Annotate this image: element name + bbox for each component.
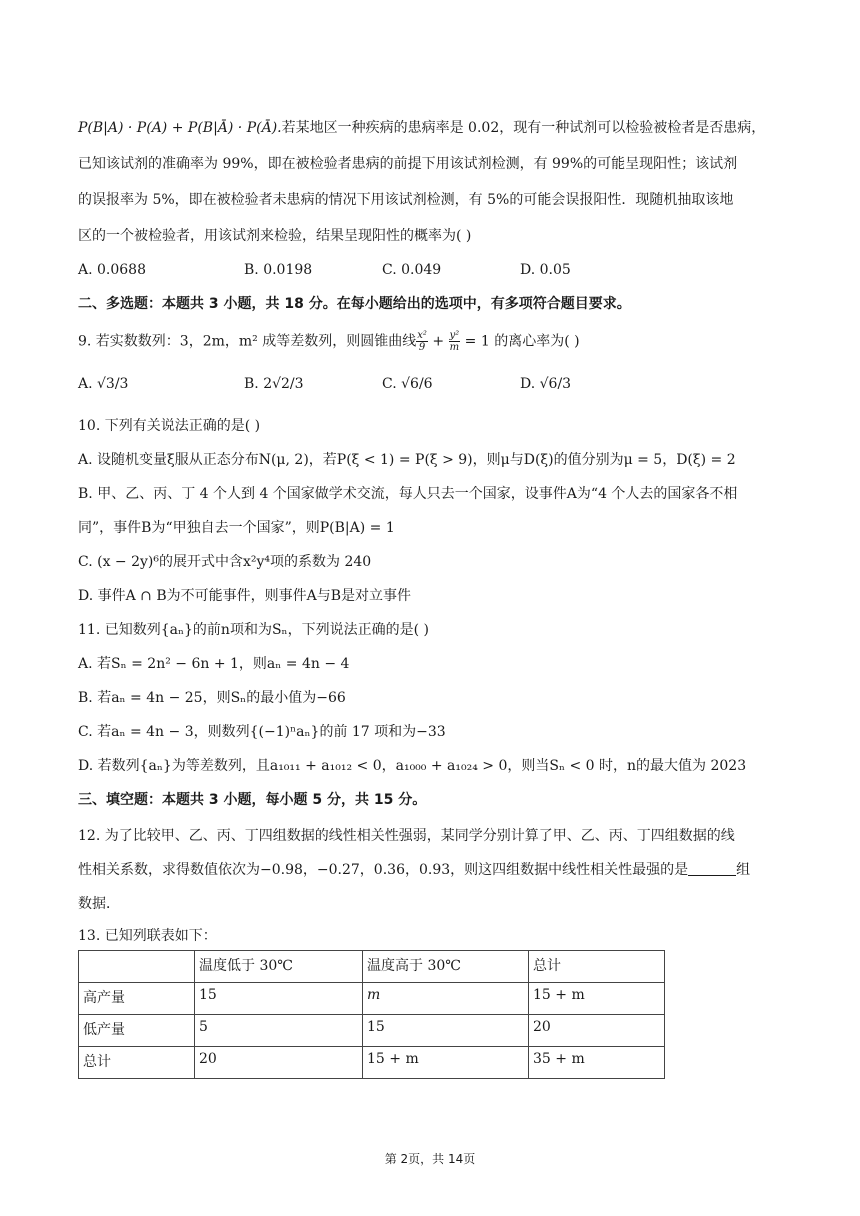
q8-line-4: 区的一个被检验者，用该试剂来检验，结果呈现阳性的概率为( ) — [78, 228, 472, 244]
q12-line-1: 12. 为了比较甲、乙、丙、丁四组数据的线性相关性强弱，某同学分别计算了甲、乙、丙、丁四组数据的线 — [78, 828, 735, 844]
q9-stem-b: = 1 的离心率为( ) — [460, 333, 580, 350]
q8-line-3: 的误报率为 5%，即在被检验者未患病的情况下用该试剂检测，有 5%的可能会误报阳性．现随机抽取该地 — [78, 192, 734, 208]
fraction-x2-over-9: $\frac{\text{x²}}{9}$ — [417, 330, 427, 353]
table-cell: 温度高于 30℃ — [363, 951, 529, 983]
table-cell: 5 — [195, 1015, 363, 1047]
q10-option-b-line-1[interactable]: B. 甲、乙、丙、丁 4 个人到 4 个国家做学术交流，每人只去一个国家，设事件A为“4 个人去的国家各不相 — [78, 486, 738, 502]
q9-option-a[interactable]: A. √3/3 — [78, 376, 129, 392]
table-cell: 温度低于 30℃ — [195, 951, 363, 983]
q13-stem: 13. 已知列联表如下： — [78, 928, 217, 944]
table-row — [79, 1015, 665, 1047]
table-cell — [79, 951, 195, 983]
q10-option-b-line-2[interactable]: 同”，事件B为“甲独自去一个国家”，则P(B|A) = 1 — [78, 520, 395, 536]
page-footer: 第 2页，共 14页 — [384, 1152, 476, 1166]
section-2-heading: 二、多选题：本题共 3 小题，共 18 分。在每小题给出的选项中，有多项符合题目要求。 — [78, 296, 631, 312]
q11-option-d[interactable]: D. 若数列{aₙ}为等差数列，且a₁₀₁₁ + a₁₀₁₂ < 0，a₁₀₀₀ + a₁₀₂₄ > 0，则当Sₙ < 0 时，n的最大值为 2023 — [78, 758, 747, 774]
q8-formula: P(B|A) · P(A) + P(B|Ā) · P(Ā). — [78, 120, 282, 136]
table-row — [79, 1047, 665, 1079]
q8-option-c[interactable]: C. 0.049 — [382, 262, 442, 278]
table-cell: 15 + m — [529, 983, 665, 1015]
q8-line-1-text: 若某地区一种疾病的患病率是 0.02，现有一种试剂可以检验被检者是否患病， — [281, 120, 766, 136]
q12-line-2-text: 性相关系数，求得数值依次为−0.98，−0.27，0.36，0.93，则这四组数据中线性相关性最强的是 — [78, 862, 689, 878]
q9-stem: 9. 若实数数列：3，2m，m² 成等差数列，则圆锥曲线 $\frac{\text{x²}}{9}$ + $\frac{\text{y²}}{m}$ = 1 的离心率为( ) — [78, 330, 580, 353]
q9-option-d[interactable]: D. √6/3 — [520, 376, 572, 392]
q9-option-c[interactable]: C. √6/6 — [382, 376, 433, 392]
q8-option-d[interactable]: D. 0.05 — [520, 262, 571, 278]
fraction-y2-over-m: $\frac{\text{y²}}{m}$ — [449, 330, 460, 353]
section-3-heading: 三、填空题：本题共 3 小题，每小题 5 分，共 15 分。 — [78, 792, 427, 808]
q8-option-a[interactable]: A. 0.0688 — [78, 262, 146, 278]
table-cell: 20 — [529, 1015, 665, 1047]
q11-option-c[interactable]: C. 若aₙ = 4n − 3，则数列{(−1)ⁿaₙ}的前 17 项和为−33 — [78, 724, 446, 740]
q12-line-3: 数据． — [78, 896, 120, 912]
q12-line-2 — [78, 860, 750, 880]
answer-blank[interactable] — [688, 861, 736, 876]
q10-option-a[interactable]: A. 设随机变量ξ服从正态分布N(μ, 2)，若P(ξ < 1) = P(ξ > 9)，则μ与D(ξ)的值分别为μ = 5，D(ξ) = 2 — [78, 452, 736, 468]
q9-option-b[interactable]: B. 2√2/3 — [244, 376, 304, 392]
q9-stem-a: 9. 若实数数列：3，2m，m² 成等差数列，则圆锥曲线 — [78, 333, 417, 350]
table-cell: 低产量 — [79, 1015, 195, 1047]
table-cell: 35 + m — [529, 1047, 665, 1079]
table-row — [79, 983, 665, 1015]
contingency-table — [78, 950, 665, 1079]
table-cell: 20 — [195, 1047, 363, 1079]
q8-line-2: 已知该试剂的准确率为 99%，即在被检验者患病的前提下用该试剂检测，有 99%的可能呈现阳性；该试剂 — [78, 156, 738, 172]
q8-option-b[interactable]: B. 0.0198 — [244, 262, 313, 278]
q8-line-1 — [78, 118, 765, 138]
q8-options — [78, 260, 778, 284]
q9-options — [78, 374, 778, 398]
table-row — [79, 951, 665, 983]
q10-stem: 10. 下列有关说法正确的是( ) — [78, 418, 261, 434]
table-cell: 高产量 — [79, 983, 195, 1015]
q10-option-d[interactable]: D. 事件A ∩ B为不可能事件，则事件A与B是对立事件 — [78, 588, 412, 604]
q12-line-2-tail: 组 — [736, 862, 751, 878]
table-cell: m — [363, 983, 529, 1015]
table-cell: 15 + m — [363, 1047, 529, 1079]
table-cell: 15 — [195, 983, 363, 1015]
table-cell: 总计 — [79, 1047, 195, 1079]
q10-option-c[interactable]: C. (x − 2y)⁶的展开式中含x²y⁴项的系数为 240 — [78, 554, 372, 570]
q11-stem: 11. 已知数列{aₙ}的前n项和为Sₙ，下列说法正确的是( ) — [78, 622, 429, 638]
q11-option-b[interactable]: B. 若aₙ = 4n − 25，则Sₙ的最小值为−66 — [78, 690, 346, 706]
table-cell: 15 — [363, 1015, 529, 1047]
table-cell: 总计 — [529, 951, 665, 983]
q11-option-a[interactable]: A. 若Sₙ = 2n² − 6n + 1，则aₙ = 4n − 4 — [78, 656, 350, 672]
